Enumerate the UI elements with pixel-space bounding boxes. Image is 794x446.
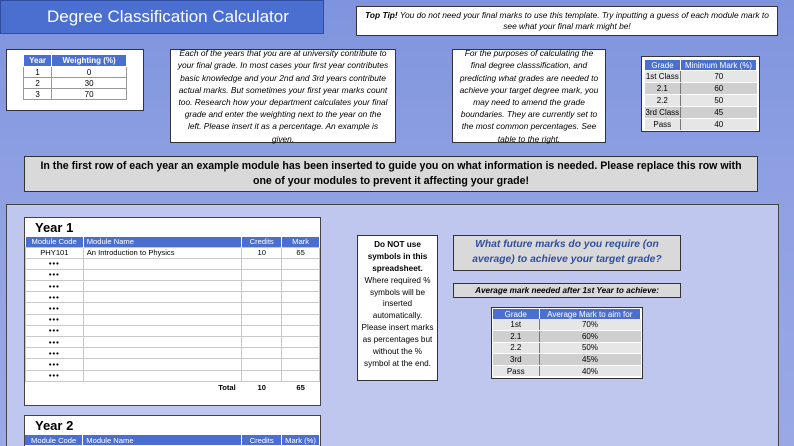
- module-code-cell[interactable]: •••: [26, 258, 84, 269]
- module-code-cell[interactable]: •••: [26, 359, 84, 370]
- year-2-title: Year 2: [35, 418, 74, 433]
- mark-cell[interactable]: [282, 314, 320, 325]
- table-row: [26, 359, 320, 370]
- table-row: [493, 331, 641, 343]
- module-code-cell[interactable]: PHY101: [26, 247, 84, 258]
- total-row: [26, 381, 320, 392]
- table-row: [493, 354, 641, 366]
- col-credits: Credits: [242, 237, 282, 247]
- weighting-header-weight: Weighting (%): [52, 55, 127, 67]
- module-name-cell[interactable]: [83, 314, 242, 325]
- table-row: [493, 342, 641, 354]
- boundary-grade: 2.2: [645, 95, 681, 107]
- credits-cell[interactable]: [242, 314, 282, 325]
- year-2-modules-table: [25, 435, 320, 445]
- top-tip-note: [356, 6, 778, 36]
- credits-cell[interactable]: [242, 348, 282, 359]
- module-code-cell[interactable]: •••: [26, 303, 84, 314]
- mark-cell[interactable]: [282, 303, 320, 314]
- aim-mark: 70%: [539, 319, 641, 331]
- credits-cell[interactable]: [242, 325, 282, 336]
- credits-cell[interactable]: [242, 258, 282, 269]
- aim-header-grade: Grade: [493, 309, 539, 319]
- mark-cell[interactable]: [282, 359, 320, 370]
- target-marks-table: [493, 309, 641, 377]
- weighting-value-cell[interactable]: 70: [52, 89, 127, 100]
- module-code-cell[interactable]: •••: [26, 269, 84, 280]
- boundary-header-grade: Grade: [645, 60, 681, 71]
- weighting-table: [23, 54, 127, 100]
- average-needed-label: Average mark needed after 1st Year to achieve:: [453, 283, 681, 298]
- boundary-grade: 2.1: [645, 83, 681, 95]
- weighting-value-cell[interactable]: 0: [52, 67, 127, 78]
- table-row: [26, 337, 320, 348]
- year-1-modules-table: [25, 237, 320, 392]
- table-row: [26, 303, 320, 314]
- future-marks-question: What future marks do you require (on average) to achieve your target grade?: [453, 235, 681, 271]
- table-row: [24, 89, 127, 100]
- col-module-name: Module Name: [83, 435, 242, 445]
- table-row: [645, 107, 757, 119]
- col-mark: Mark (%): [282, 435, 320, 445]
- col-module-code: Module Code: [26, 237, 84, 247]
- module-code-cell[interactable]: •••: [26, 281, 84, 292]
- aim-mark: 50%: [539, 342, 641, 354]
- boundary-grade: 1st Class: [645, 72, 679, 81]
- module-name-cell[interactable]: An Introduction to Physics: [83, 247, 242, 258]
- warning-heading: Do NOT use symbols in this spreadsheet.: [367, 240, 428, 273]
- module-name-cell[interactable]: [83, 325, 242, 336]
- module-name-cell[interactable]: [83, 303, 242, 314]
- module-code-cell[interactable]: •••: [26, 325, 84, 336]
- year-1-section: [24, 217, 321, 406]
- table-row: [24, 67, 127, 78]
- credits-cell[interactable]: [242, 370, 282, 381]
- table-row: [26, 325, 320, 336]
- aim-grade: 2.2: [493, 342, 539, 354]
- mark-cell[interactable]: 65: [282, 247, 320, 258]
- module-name-cell[interactable]: [83, 348, 242, 359]
- mark-cell[interactable]: [282, 337, 320, 348]
- table-row: [645, 119, 757, 131]
- tip-text: You do not need your final marks to use this template. Try inputting a guess of each module mark to see what your final mark might be!: [397, 9, 769, 31]
- table-row: [645, 95, 757, 107]
- year-weighting-note: Each of the years that you are at university contribute to your final grade. In most cases your first year contributes basic knowledge and your 2nd and 3rd years contribute actual marks. But sometimes your first year marks count too. Research how your department calculates your final grade and enter the weighting next to the year on the left. Please insert it as a percentage. An example is given.: [170, 49, 396, 143]
- weighting-year: 1: [24, 67, 52, 78]
- module-code-cell[interactable]: •••: [26, 292, 84, 303]
- credits-cell[interactable]: [242, 269, 282, 280]
- module-code-cell[interactable]: •••: [26, 337, 84, 348]
- boundary-grade: 3rd Class: [645, 108, 680, 117]
- aim-grade: Pass: [493, 365, 539, 377]
- weighting-value-cell[interactable]: 30: [52, 78, 127, 89]
- boundary-mark-cell[interactable]: 50: [681, 95, 757, 107]
- module-name-cell[interactable]: [83, 281, 242, 292]
- col-credits: Credits: [242, 435, 282, 445]
- table-row: [26, 348, 320, 359]
- table-row: [26, 292, 320, 303]
- aim-header-mark: Average Mark to aim for: [539, 309, 641, 319]
- grade-boundaries-box: [641, 56, 760, 132]
- table-row: [493, 365, 641, 377]
- aim-mark: 60%: [539, 331, 641, 343]
- no-symbols-warning: [357, 235, 438, 381]
- col-module-name: Module Name: [83, 237, 242, 247]
- table-row: [645, 83, 757, 95]
- grade-boundary-note: For the purposes of calculating the final degree classsification, and predicting what grades are needed to achieve your target degree mark, you may need to amend the grade boundaries. They are currently set to the most common percentages. See table to the right.: [452, 49, 606, 143]
- credits-cell[interactable]: [242, 303, 282, 314]
- weighting-year: 3: [24, 89, 52, 100]
- mark-cell[interactable]: [282, 281, 320, 292]
- example-row-banner: In the first row of each year an example module has been inserted to guide you on what information is needed. Please replace this row with one of your modules to prevent it affecting your grade!: [24, 156, 758, 192]
- table-row: [26, 258, 320, 269]
- total-mark: 65: [282, 381, 320, 392]
- module-name-cell[interactable]: [83, 337, 242, 348]
- credits-cell[interactable]: [242, 292, 282, 303]
- total-credits: 10: [242, 381, 282, 392]
- col-module-code: Module Code: [25, 435, 83, 445]
- credits-cell[interactable]: [242, 359, 282, 370]
- credits-cell[interactable]: [242, 337, 282, 348]
- mark-cell[interactable]: [282, 325, 320, 336]
- module-name-cell[interactable]: [83, 269, 242, 280]
- aim-grade: 1st: [493, 319, 539, 331]
- module-code-cell[interactable]: •••: [26, 370, 84, 381]
- module-code-cell[interactable]: •••: [26, 314, 84, 325]
- mark-cell[interactable]: [282, 370, 320, 381]
- table-row: [26, 370, 320, 381]
- credits-cell[interactable]: 10: [242, 247, 282, 258]
- weighting-table-box: [6, 49, 144, 111]
- table-row: [493, 319, 641, 331]
- mark-cell[interactable]: [282, 348, 320, 359]
- mark-cell[interactable]: [282, 258, 320, 269]
- table-row: [26, 281, 320, 292]
- boundary-mark-cell[interactable]: 60: [681, 83, 757, 95]
- boundary-mark-cell[interactable]: 70: [681, 71, 757, 83]
- total-label: Total: [83, 381, 242, 392]
- boundary-header-min: Minimum Mark (%): [681, 60, 757, 71]
- mark-cell[interactable]: [282, 269, 320, 280]
- aim-mark: 40%: [539, 365, 641, 377]
- module-name-cell[interactable]: [83, 258, 242, 269]
- grade-boundaries-table: [644, 59, 757, 131]
- boundary-mark-cell[interactable]: 40: [681, 119, 757, 131]
- table-row: [26, 314, 320, 325]
- aim-grade: 3rd: [493, 354, 539, 366]
- warning-text: Where required % symbols will be inserted automatically. Please insert marks as percentages but without the % symbol at the end.: [361, 275, 434, 368]
- weighting-year: 2: [24, 78, 52, 89]
- module-name-cell[interactable]: [83, 292, 242, 303]
- weighting-header-year: Year: [24, 55, 52, 67]
- boundary-grade: Pass: [645, 119, 681, 131]
- module-name-cell[interactable]: [83, 359, 242, 370]
- col-mark: Mark: [282, 237, 320, 247]
- table-row: [645, 71, 757, 83]
- table-row: [24, 78, 127, 89]
- main-panel: [6, 204, 779, 446]
- tip-label: Top Tip!: [365, 9, 398, 20]
- year-2-section: [24, 415, 321, 446]
- module-code-cell[interactable]: •••: [26, 348, 84, 359]
- mark-cell[interactable]: [282, 292, 320, 303]
- target-marks-box: [491, 307, 643, 379]
- page-title: Degree Classification Calculator: [0, 0, 324, 34]
- aim-mark: 45%: [539, 354, 641, 366]
- boundary-mark-cell[interactable]: 45: [681, 107, 757, 119]
- table-row: [26, 247, 320, 258]
- aim-grade: 2.1: [493, 331, 539, 343]
- credits-cell[interactable]: [242, 281, 282, 292]
- table-row: [26, 269, 320, 280]
- module-name-cell[interactable]: [83, 370, 242, 381]
- year-1-title: Year 1: [35, 220, 74, 235]
